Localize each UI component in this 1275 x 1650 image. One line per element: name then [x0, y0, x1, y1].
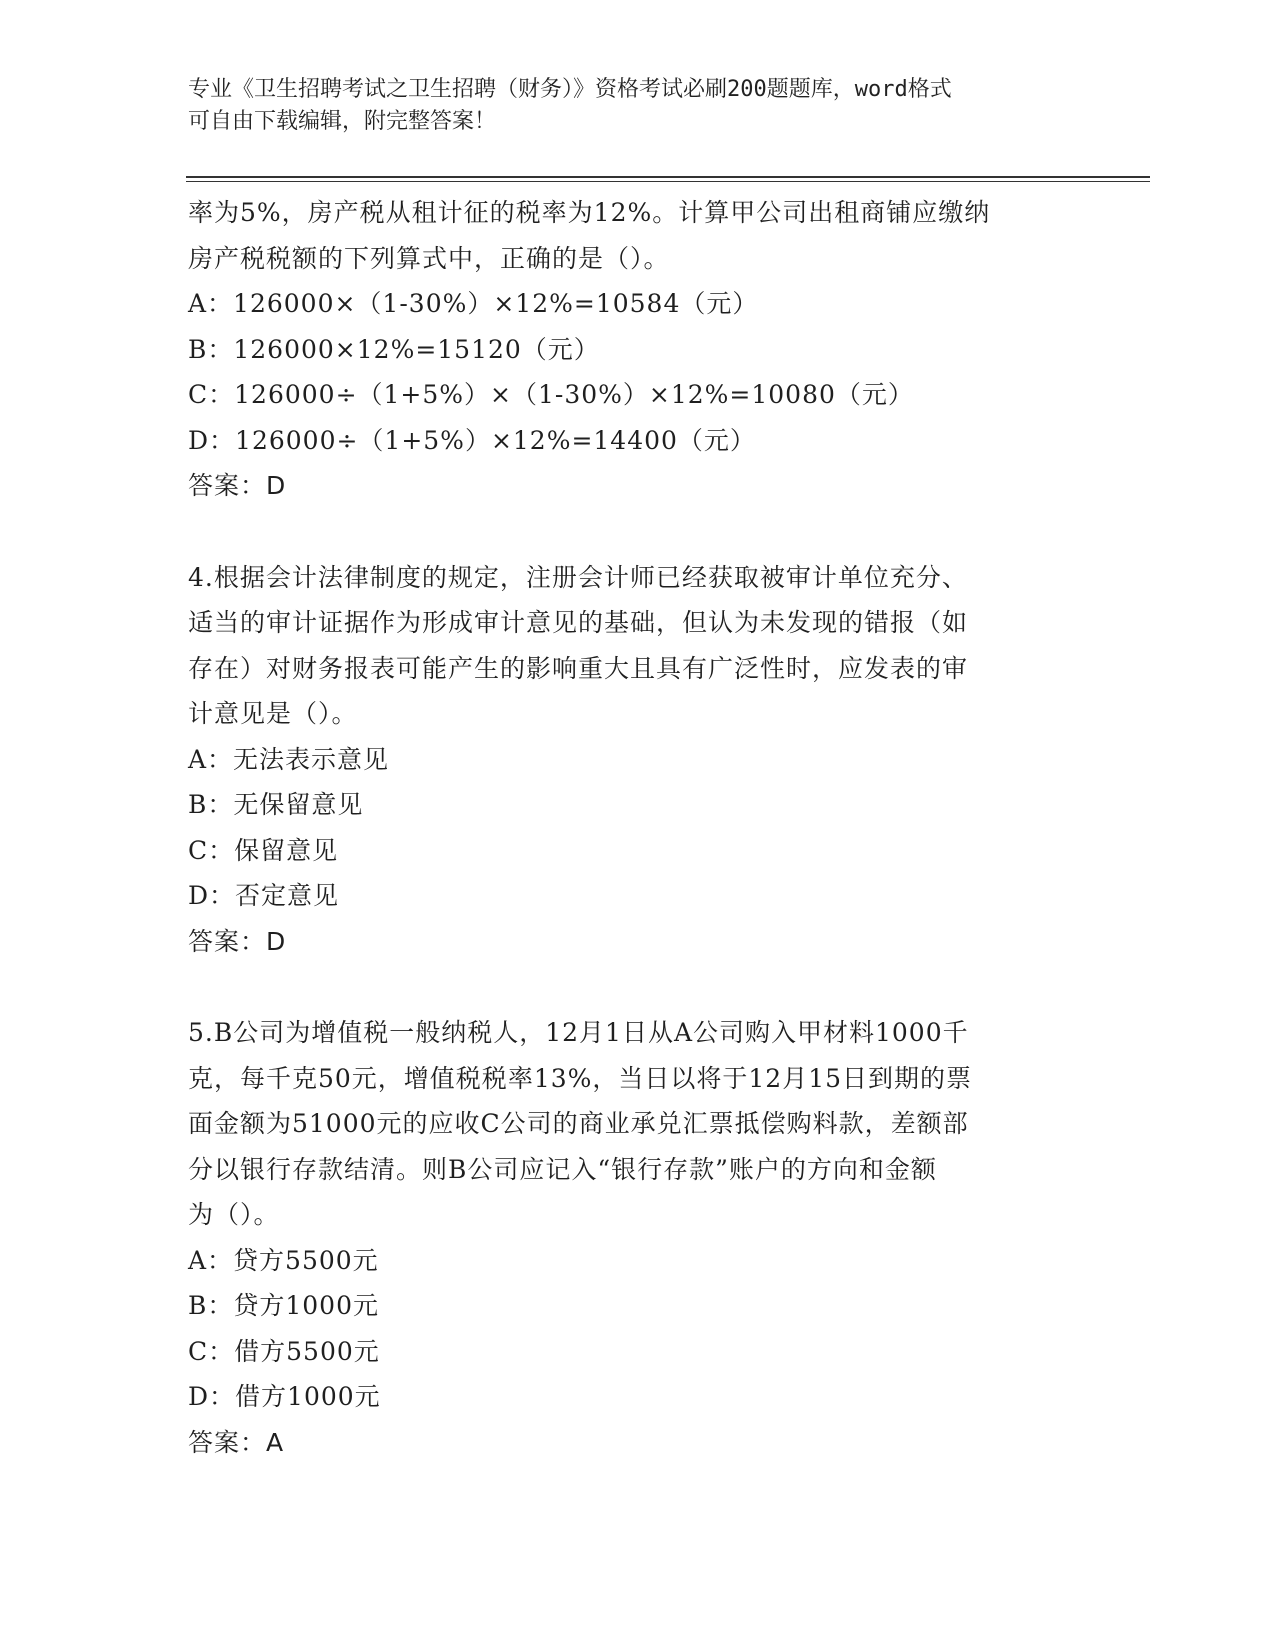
question-text-line: 率为5%，房产税从租计征的税率为12%。计算甲公司出租商铺应缴纳 — [188, 198, 991, 227]
question-text-line: 房产税税额的下列算式中，正确的是（）。 — [188, 243, 670, 273]
question-text-line: 适当的审计证据作为形成审计意见的基础，但认为未发现的错报（如 — [188, 608, 969, 637]
option-b: B：无保留意见 — [188, 790, 364, 819]
answer-line: 答案：A — [188, 1427, 285, 1457]
question-text-line: 为（）。 — [188, 1200, 280, 1229]
option-a: A：贷方5500元 — [188, 1245, 379, 1275]
question-5 — [188, 1010, 1068, 1465]
option-c: C：保留意见 — [188, 835, 339, 865]
document-header — [188, 74, 1068, 138]
document-body — [188, 190, 1068, 1465]
option-d: D：借方1000元 — [188, 1382, 381, 1411]
option-b: B：贷方1000元 — [188, 1291, 379, 1320]
option-c: C：126000÷（1+5%）×（1-30%）×12%=10080（元） — [188, 380, 914, 409]
question-text-line: 存在）对财务报表可能产生的影响重大且具有广泛性时，应发表的审 — [188, 653, 969, 683]
option-a: A：126000×（1-30%）×12%=10584（元） — [188, 289, 759, 318]
option-b: B：126000×12%=15120（元） — [188, 334, 600, 364]
question-4 — [188, 555, 1068, 965]
header-divider-thin — [186, 181, 1150, 182]
header-title-line-1: 专业《卫生招聘考试之卫生招聘（财务）》资格考试必刷200题题库，word格式 — [188, 77, 952, 102]
answer-line: 答案：D — [188, 471, 287, 500]
option-c: C：借方5500元 — [188, 1336, 380, 1366]
question-text-line: 分以银行存款结清。则B公司应记入“银行存款”账户的方向和金额 — [188, 1154, 937, 1184]
question-text-line: 计意见是（）。 — [188, 699, 358, 728]
question-text-line: 克，每千克50元，增值税税率13%，当日以将于12月15日到期的票 — [188, 1063, 973, 1093]
question-text-line: 4.根据会计法律制度的规定，注册会计师已经获取被审计单位充分、 — [188, 562, 968, 592]
question-text-line: 面金额为51000元的应收C公司的商业承兑汇票抵偿购料款，差额部 — [188, 1109, 969, 1138]
option-d: D：否定意见 — [188, 881, 340, 910]
header-divider-thick — [186, 176, 1150, 178]
question-3-continued — [188, 190, 1068, 509]
question-text-line: 5.B公司为增值税一般纳税人，12月1日从A公司购入甲材料1000千 — [188, 1018, 969, 1047]
option-a: A：无法表示意见 — [188, 744, 390, 774]
header-title-line-2: 可自由下载编辑，附完整答案！ — [188, 109, 497, 134]
option-d: D：126000÷（1+5%）×12%=14400（元） — [188, 425, 756, 455]
answer-line: 答案：D — [188, 926, 287, 956]
